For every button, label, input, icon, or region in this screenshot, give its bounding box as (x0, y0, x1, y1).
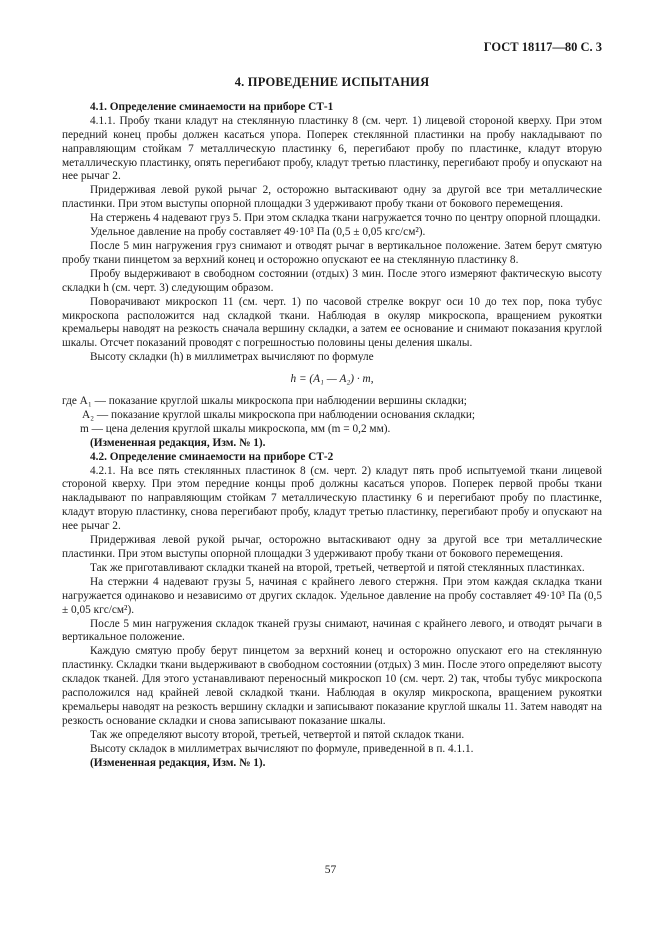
definition-m: m — цена деления круглой шкалы микроскопа, мм (m = 0,2 мм). (80, 422, 391, 435)
definition-a2: A₂ — показание круглой шкалы микроскопа при наблюдении основания складки; (82, 408, 476, 421)
paragraph: Высоту складки (h) в миллиметрах вычисляют по формуле (90, 351, 374, 364)
amendment-note: (Измененная редакция, Изм. № 1). (90, 756, 266, 769)
amendment-note: (Измененная редакция, Изм. № 1). (90, 436, 266, 449)
paragraph: После 5 мин нагружения складок тканей грузы снимают, начиная с крайнего левого, и отводят рычаги в вертикальное положение. (62, 617, 602, 644)
definition-a1: где A₁ — показание круглой шкалы микроскопа при наблюдении вершины складки; (62, 395, 467, 408)
paragraph: Придерживая левой рукой рычаг 2, осторожно вытаскивают одну за другой все три металлические пластинки. При этом выступы опорной площадки 3 удерживают пробу ткани от бокового перемещения. (62, 184, 602, 211)
paragraph: Высоту складок в миллиметрах вычисляют по формуле, приведенной в п. 4.1.1. (90, 742, 474, 755)
paragraph: 4.2.1. На все пять стеклянных пластинок 8 (см. черт. 2) кладут пять проб испытуемой ткани лицевой стороной кверху. При этом передние концы проб должны касаться упоров. Поперек первой пробы ткани накладывают по направляющим стойкам 7 металлическую пластинку 6 и перегибают пробу по пластинке, кладут вторую пластинку, снова перегибают пробу, кладут третью пластинку, перегибают пробу и опускают на нее рычаг 2. (62, 464, 602, 533)
paragraph: Каждую смятую пробу берут пинцетом за верхний конец и осторожно опускают его на стеклянную пластинку. Складки ткани выдерживают в свободном состоянии (отдых) 3 мин. После этого определяют высоту складок тканей. Для этого устанавливают переносный микроскоп 10 (см. черт. 2) так, чтобы тубус микроскопа расположился над крайней левой складкой ткани. Наблюдая в окуляр микроскопа, вращением рукоятки кремальеры наводят на резкость вершину складки и записывают показание круглой шкалы 11. Затем наводят на резкость основание складки и снова записывают показание шкалы. (62, 645, 602, 727)
paragraph: После 5 мин нагружения груз снимают и отводят рычаг в вертикальное положение. Затем берут смятую пробу ткани пинцетом за верхний конец и осторожно опускают ее на стеклянную пластинку 8. (62, 239, 602, 266)
subsection-heading-4-2: 4.2. Определение сминаемости на приборе СТ-2 (90, 450, 334, 463)
document-body (62, 40, 602, 771)
paragraph: Пробу выдерживают в свободном состоянии (отдых) 3 мин. После этого измеряют фактическую высоту складки h (см. черт. 3) следующим образом. (62, 267, 602, 294)
page-number: 57 (324, 864, 337, 876)
formula: h = (A₁ — A₂) · m, (290, 373, 374, 386)
paragraph: Так же приготавливают складки тканей на второй, третьей, четвертой и пятой стеклянных пластинках. (90, 561, 585, 574)
paragraph: На стержни 4 надевают грузы 5, начиная с крайнего левого стержня. При этом каждая складка ткани нагружается одинаково и независимо от других складок. Удельное давление на пробу составляет 49·10³ Па (0,5 ± 0,05 кгс/см²). (62, 575, 602, 616)
paragraph: Так же определяют высоту второй, третьей, четвертой и пятой складок ткани. (90, 728, 465, 741)
paragraph: На стержень 4 надевают груз 5. При этом складка ткани нагружается точно по центру опорной площадки. (90, 212, 601, 225)
paragraph: Придерживая левой рукой рычаг, осторожно вытаскивают одну за другой все три металлические пластинки. При этом выступы опорной площадки 3 удерживают пробу ткани от бокового перемещения. (62, 534, 602, 560)
document-header: ГОСТ 18117—80 С. 3 (483, 40, 602, 54)
paragraph: Удельное давление на пробу составляет 49·10³ Па (0,5 ± 0,05 кгс/см²). (90, 226, 426, 239)
paragraph: Поворачивают микроскоп 11 (см. черт. 1) по часовой стрелке вокруг оси 10 до тех пор, пока тубус микроскопа расположится над складкой ткани. Наблюдая в окуляр микроскопа, вращением рукоятки кремальеры наводят на резкость сначала вершину складки, а затем ее основание и снимают показания круглой шкалы. Отсчет показаний проводят с погрешностью половины цены деления шкалы. (62, 295, 602, 350)
subsection-heading-4-1: 4.1. Определение сминаемости на приборе СТ-1 (90, 100, 334, 113)
paragraph: 4.1.1. Пробу ткани кладут на стеклянную пластинку 8 (см. черт. 1) лицевой стороной кверху. При этом передний конец пробы должен касаться упора. Поперек стеклянной пластинки на пробу накладывают по направляющим стойкам 7 металлическую пластинку 6, перегибают пробу по пластинке, кладут вторую металлическую пластинку, опять перегибают пробу, кладут третью пластинку, перегибают пробу и опускают на нее рычаг 2. (62, 114, 602, 183)
section-title: 4. ПРОВЕДЕНИЕ ИСПЫТАНИЯ (234, 75, 430, 89)
